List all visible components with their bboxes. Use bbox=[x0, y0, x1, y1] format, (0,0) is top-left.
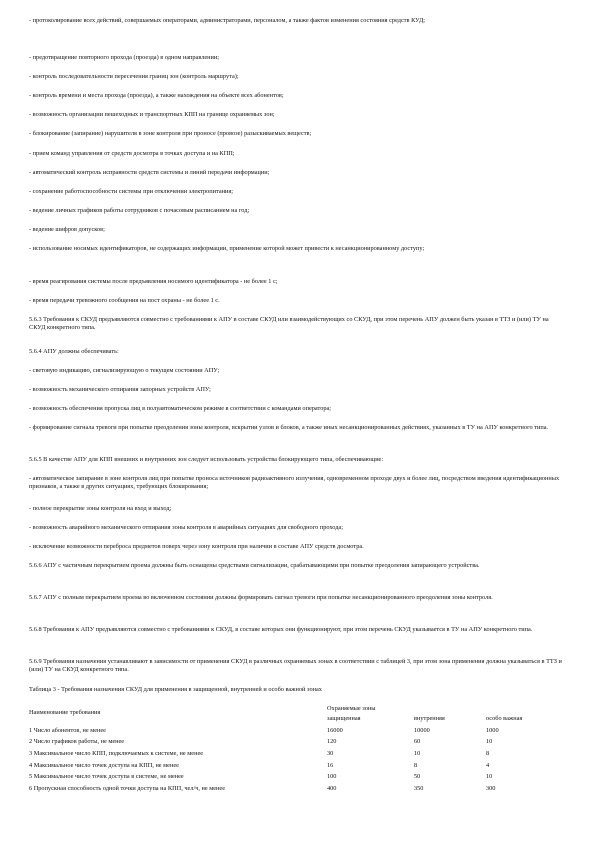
value-cell: 30 bbox=[327, 750, 334, 758]
paragraph: - формирование сигнала тревоги при попытке преодоления зоны контроля, вскрытии узлов и блоков, а также иных несанкционированных действиях, указанных в ТУ на АПУ конкретного типа. bbox=[29, 424, 549, 431]
value-cell: 100 bbox=[327, 773, 337, 781]
requirement-name: 1 Число абонентов, не менее bbox=[29, 726, 106, 734]
paragraph: - блокирование (запирание) нарушителя в зоне контроля при проносе (провозе) разыскиваемых веществ; bbox=[29, 130, 312, 137]
value-cell: 10 bbox=[486, 773, 493, 781]
table-row bbox=[29, 737, 562, 749]
table-row bbox=[29, 760, 562, 772]
requirement-name: 2 Число графиков работы, не менее bbox=[29, 738, 125, 746]
paragraph: - сохранение работоспособности системы при отключении электропитания; bbox=[29, 188, 234, 195]
paragraph: - световую индикацию, сигнализирующую о текущем состоянии АПУ; bbox=[29, 367, 220, 374]
value-cell: 8 bbox=[414, 761, 418, 769]
paragraph: - возможность механического отпирания запорных устройств АПУ; bbox=[29, 386, 211, 393]
paragraph: - автоматический контроль исправности средств системы и линий передачи информации; bbox=[29, 169, 270, 176]
table-row bbox=[29, 783, 562, 795]
table-title: Таблица 3 - Требования назначения СКУД для применения в защищенной, внутренней и особо важной зонах bbox=[29, 686, 322, 693]
requirements-table bbox=[29, 702, 562, 795]
zone-header: особо важная bbox=[486, 715, 523, 723]
paragraph: - время реагирования системы после предъявления носимого идентификатора - не более 1 с; bbox=[29, 278, 278, 285]
paragraph: - протоколирование всех действий, совершаемых операторами, администраторами, персоналом, а также фактов изменения состояния средств КУД; bbox=[29, 17, 426, 24]
requirement-name: 3 Максимальное число КПП, подключаемых к системе, не менее bbox=[29, 750, 204, 758]
column-group-header: Охраняемые зоны bbox=[327, 705, 376, 713]
paragraph: - контроль времени и места прохода (проезда), а также нахождения на объекте всех абонентов; bbox=[29, 92, 284, 99]
value-cell: 350 bbox=[414, 784, 424, 792]
value-cell: 120 bbox=[327, 738, 337, 746]
zone-header: внутренняя bbox=[414, 715, 445, 723]
value-cell: 1000 bbox=[486, 726, 499, 734]
value-cell: 50 bbox=[414, 773, 421, 781]
paragraph: - предотвращение повторного прохода (проезда) в одном направлении; bbox=[29, 54, 220, 61]
zone-header: защищенная bbox=[327, 715, 361, 723]
value-cell: 60 bbox=[414, 738, 421, 746]
paragraph: - возможность аварийного механического отпирания зоны контроля в аварийных ситуациях для свободного прохода; bbox=[29, 524, 343, 531]
value-cell: 10 bbox=[486, 738, 493, 746]
paragraph: 5.6.6 АПУ с частичным перекрытием проема должны быть оснащены средствами сигнализации, срабатывающими при попытке преодоления запирающего устройства. bbox=[29, 562, 480, 569]
value-cell: 300 bbox=[486, 784, 496, 792]
paragraph: - возможность обеспечения пропуска лиц в полуавтоматическом режиме в соответствии с командами оператора; bbox=[29, 405, 332, 412]
paragraph: 5.6.7 АПУ с полным перекрытием проема во включенном состоянии должны формировать сигнал тревоги при попытке несанкционированного преодоления зоны контроля. bbox=[29, 594, 493, 601]
paragraph: 5.6.5 В качестве АПУ для КПП внешних и внутренних зон следует использовать устройства блокирующего типа, обеспечивающие: bbox=[29, 456, 384, 463]
paragraph: - прием команд управления от средств досмотра в точках доступа и на КПП; bbox=[29, 150, 235, 157]
paragraph: 5.6.4 АПУ должны обеспечивать: bbox=[29, 348, 119, 355]
paragraph: - время передачи тревожного сообщения на пост охраны - не более 1 с. bbox=[29, 297, 220, 304]
requirement-name: 6 Пропускная способность одной точки доступа на КПП, чел/ч, не менее bbox=[29, 784, 226, 792]
value-cell: 16 bbox=[327, 761, 334, 769]
paragraph: 5.6.3 Требования к СКУД предъявляются совместно с требованиями к АПУ в составе СКУД или взаимодействующих со СКУД, при этом перечень АПУ должен быть указан в ТТЗ и (или) ТУ на СКУД конкретного типа. bbox=[29, 316, 549, 332]
paragraph: - возможность организации пешеходных и транспортных КПП на границе охраняемых зон; bbox=[29, 111, 275, 118]
value-cell: 400 bbox=[327, 784, 337, 792]
value-cell: 16000 bbox=[327, 726, 343, 734]
requirement-name: 5 Максимальное число точек доступа в системе, не менее bbox=[29, 773, 184, 781]
paragraph: - ведение личных графиков работы сотрудников с почасовым расписанием на год; bbox=[29, 207, 250, 214]
requirement-name: 4 Максимальное число точек доступа на КПП, не менее bbox=[29, 761, 179, 769]
paragraph: - исключение возможности переброса предметов поверх через зону контроля при наличии в составе АПУ средств досмотра. bbox=[29, 543, 364, 550]
table-row bbox=[29, 772, 562, 784]
paragraph: - использование носимых идентификаторов, не содержащих информации, применение которой может привести к несанкционированному доступу; bbox=[29, 245, 425, 252]
value-cell: 4 bbox=[486, 761, 490, 769]
table-row bbox=[29, 725, 562, 737]
table-row bbox=[29, 748, 562, 760]
paragraph: - контроль последовательности пересечения границ зон (контроль маршрута); bbox=[29, 73, 239, 80]
paragraph: 5.6.8 Требования к АПУ предъявляются совместно с требованиями к СКУД, в составе которых они функционируют, при этом перечень СКУД указывается в ТУ на АПУ конкретного типа. bbox=[29, 626, 533, 633]
paragraph: - полное перекрытие зоны контроля на вход и выход; bbox=[29, 505, 172, 512]
paragraph: - автоматическое запирание в зоне контроля лиц при попытке проноса источников радиоактивного излучения, одновременном проходе двух и более лиц, посредством введения идентификационных признаков, а также в других ситуациях, требующих блокирования; bbox=[29, 475, 560, 491]
value-cell: 10000 bbox=[414, 726, 430, 734]
paragraph: 5.6.9 Требования назначения устанавливают в зависимости от применения СКУД в различных охраняемых зонах в соответствии с таблицей 3, при этом зона применения должна указываться в ТТЗ и (или) ТУ на СКУД конкретного типа. bbox=[29, 658, 562, 674]
table-header-row bbox=[29, 702, 562, 714]
column-header-name: Наименование требования bbox=[29, 709, 101, 717]
value-cell: 10 bbox=[414, 750, 421, 758]
paragraph: - ведение шифров допусков; bbox=[29, 226, 105, 233]
value-cell: 8 bbox=[486, 750, 490, 758]
